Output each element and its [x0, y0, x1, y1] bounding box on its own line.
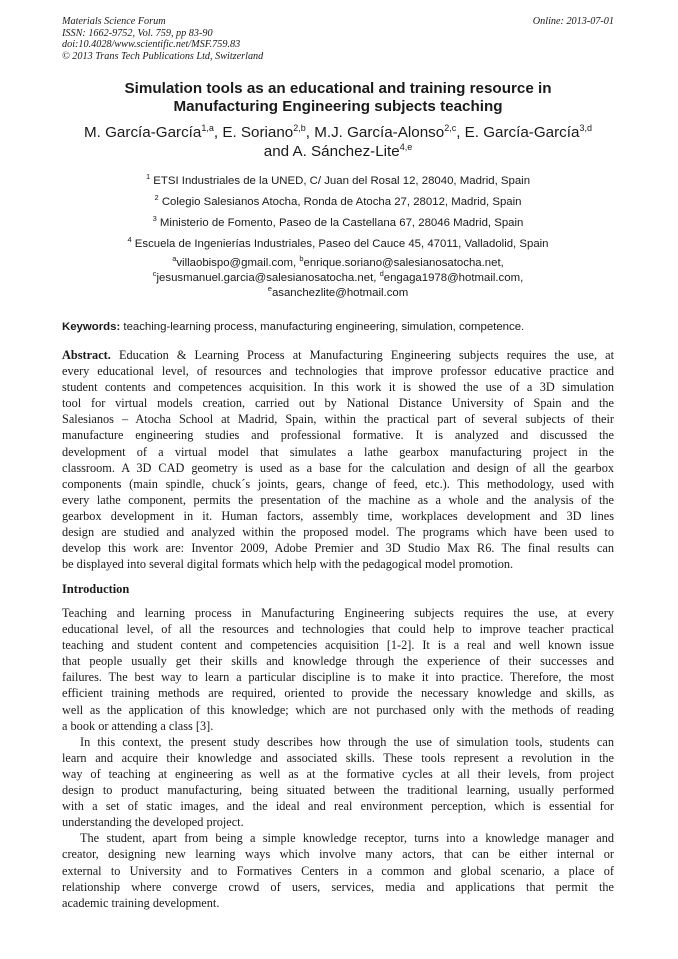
abstract-line: student contents and competences acquisition. In this work it is showed the use of a 3D simulation — [62, 380, 614, 395]
email-mark: b — [299, 254, 304, 264]
paragraph-line: external to University and to Formatives Centers in a common and global scenario, a place of — [62, 863, 614, 878]
paragraph-line: educational level, of all the resources and technologies that could help to improve teacher practical — [62, 622, 614, 637]
journal-header — [62, 16, 614, 62]
paragraph-line: well as the application of this knowledge; which are not purchased only with the methods of reading — [62, 702, 614, 717]
paragraph-line: efficient training methods are required, oriented to provide the necessary knowledge and skills, as — [62, 686, 614, 701]
email-address: engaga1978@hotmail.com, — [383, 271, 524, 284]
author-affiliation-mark: 3,d — [579, 122, 592, 133]
email-mark: d — [379, 269, 384, 278]
abstract-line: manufacture engineering studies and professional formative. It is analyzed and discussed the — [62, 428, 614, 443]
abstract-line: every educational level, of resources and technologies that improve professor educative practice and — [62, 364, 614, 379]
author-affiliation-mark: 4,e — [399, 141, 413, 152]
affiliation-text: ETSI Industriales de la UNED, C/ Juan del Rosal 12, 28040, Madrid, Spain — [150, 175, 531, 187]
keywords-text: teaching-learning process, manufacturing engineering, simulation, competence. — [120, 321, 525, 333]
affiliation-text: Colegio Salesianos Atocha, Ronda de Atocha 27, 28012, Madrid, Spain — [158, 196, 522, 208]
email-mark: c — [152, 269, 157, 278]
author-affiliation-mark: 2,c — [444, 122, 457, 133]
keywords — [62, 320, 614, 334]
email-mark: e — [267, 283, 272, 293]
paragraph-line: design to product manufacturing, being situated between the traditional learning, usually performed — [62, 783, 614, 798]
paragraph-line: way of teaching at engineering as well as at the formative cycles at all their levels, from project — [62, 766, 614, 781]
author-name: M. García-García — [84, 124, 202, 141]
affiliation-number: 3 — [152, 214, 157, 224]
title-line: Manufacturing Engineering subjects teaching — [173, 98, 503, 115]
paragraph-line: failures. The best way to learn a particular discipline is to make it into practice. Therefore, the most — [62, 670, 614, 685]
author-line — [62, 142, 614, 161]
email-line — [62, 256, 614, 271]
affiliation — [62, 193, 614, 214]
email-mark: a — [172, 254, 177, 264]
paragraph-line: The student, apart from being a simple knowledge receptor, turns into a knowledge manager and — [80, 831, 614, 846]
abstract-line: develop this work are: Inventor 2009, Adobe Premier and 3D Studio Max R6. The final results can — [62, 541, 614, 556]
author-separator: , — [456, 124, 465, 141]
keywords-label: Keywords: — [62, 321, 121, 333]
author-separator: , — [213, 124, 223, 141]
abstract-line: components (main spindle, chuck´s joints, gears, change of feed, etc.). This methodology, used with — [62, 476, 614, 491]
section-heading: Introduction — [62, 582, 130, 596]
paragraph-line: creator, designing new learning ways which involve many actors, that can be either internal or — [62, 847, 614, 862]
title-line: Simulation tools as an educational and training resource in — [124, 80, 552, 97]
author-affiliation-mark: 2,b — [293, 122, 306, 133]
abstract-line: design are studied and analyzed within the proposed model. The programs which have been used to — [62, 525, 614, 540]
author-name: E. García-García — [464, 124, 580, 141]
paragraph-line: relationship where converge crowd of users, services, media and applications that permit the — [62, 879, 614, 894]
introduction-body — [62, 605, 614, 911]
affiliation-list — [62, 172, 614, 256]
author-separator: , — [305, 124, 315, 141]
paragraph-line: Teaching and learning process in Manufacturing Engineering subjects requires the use, at every — [62, 606, 614, 620]
abstract-text: Education & Learning Process at Manufacturing Engineering subjects requires the use, at — [110, 348, 614, 362]
affiliation-number: 1 — [145, 172, 151, 182]
abstract-line: every lathe component, permits the presentation of the machine as a whole and the analysis of the — [62, 492, 614, 507]
email-line — [62, 283, 614, 301]
online-date: Online: 2013-07-01 — [532, 16, 614, 27]
paragraph-line: that people usually get their skills and knowledge through the experience of their successes and — [62, 654, 614, 669]
author-list — [62, 123, 614, 161]
paper-title — [62, 80, 614, 116]
paragraph-line: with a set of static images, and the ideal and real environment perception, which is essential for — [62, 799, 614, 814]
journal-name: Materials Science Forum — [62, 16, 166, 27]
abstract-line — [62, 347, 614, 363]
affiliation — [62, 214, 614, 235]
journal-doi: doi:10.4028/www.scientific.net/MSF.759.83 — [62, 39, 241, 51]
email-address: enrique.soriano@salesianosatocha.net, — [303, 257, 504, 269]
paragraph-line: academic training development. — [62, 895, 220, 910]
affiliation — [62, 172, 614, 193]
paragraph-line: understanding the developed project. — [62, 815, 244, 830]
abstract — [62, 347, 614, 572]
email-address: jesusmanuel.garcia@salesianosatocha.net, — [156, 271, 380, 284]
email-address: villaobispo@gmail.com, — [176, 257, 300, 269]
journal-copyright: © 2013 Trans Tech Publications Ltd, Switzerland — [62, 50, 264, 62]
author-affiliation-mark: 1,a — [201, 122, 214, 133]
abstract-line: tool for virtual models creation, carried out by National Distance University of Spain and the — [62, 396, 614, 411]
affiliation-number: 4 — [127, 235, 132, 245]
paragraph-line: In this context, the present study describes how through the use of simulation tools, students can — [80, 734, 614, 749]
affiliation-number: 2 — [154, 193, 159, 203]
author-line — [62, 123, 614, 142]
abstract-line: Salesianos – Atocha School at Madrid, Spain, within the practical part of several subjects of their — [62, 412, 614, 427]
abstract-line: gearbox development in it. Human factors, assembly time, workplaces development and 3D lines — [62, 508, 614, 523]
abstract-line: development of a virtual model that simulates a lathe gearbox manufacturing project in the — [62, 444, 614, 459]
affiliation-text: Ministerio de Fomento, Paseo de la Castellana 67, 28046 Madrid, Spain — [156, 217, 524, 229]
author-name: E. Soriano — [222, 124, 294, 141]
abstract-label: Abstract. — [62, 348, 111, 362]
journal-issn: ISSN: 1662-9752, Vol. 759, pp 83-90 — [62, 27, 213, 39]
affiliation-text: Escuela de Ingenierías Industriales, Paseo del Cauce 45, 47011, Valladolid, Spain — [131, 238, 549, 250]
email-list — [62, 256, 614, 300]
email-line — [62, 271, 614, 286]
affiliation — [62, 235, 614, 256]
paragraph-line: teaching and student content and competencies acquisition [1-2]. It is a real and well known issue — [62, 638, 614, 653]
abstract-line: be displayed into several digital formats which help with the pedagogical model promotion. — [62, 557, 514, 572]
paragraph-line: a book or attending a class [3]. — [62, 718, 214, 733]
email-address: asanchezlite@hotmail.com — [271, 286, 409, 299]
abstract-line: classroom. A 3D CAD geometry is used as a base for the calculation and design of all the gearbox — [62, 460, 614, 475]
paragraph-line: learn and acquire their knowledge and associated skills. These tools represent a revolution in the — [62, 750, 614, 765]
author-name: M.J. García-Alonso — [314, 124, 445, 141]
author-name: and A. Sánchez-Lite — [263, 143, 400, 160]
